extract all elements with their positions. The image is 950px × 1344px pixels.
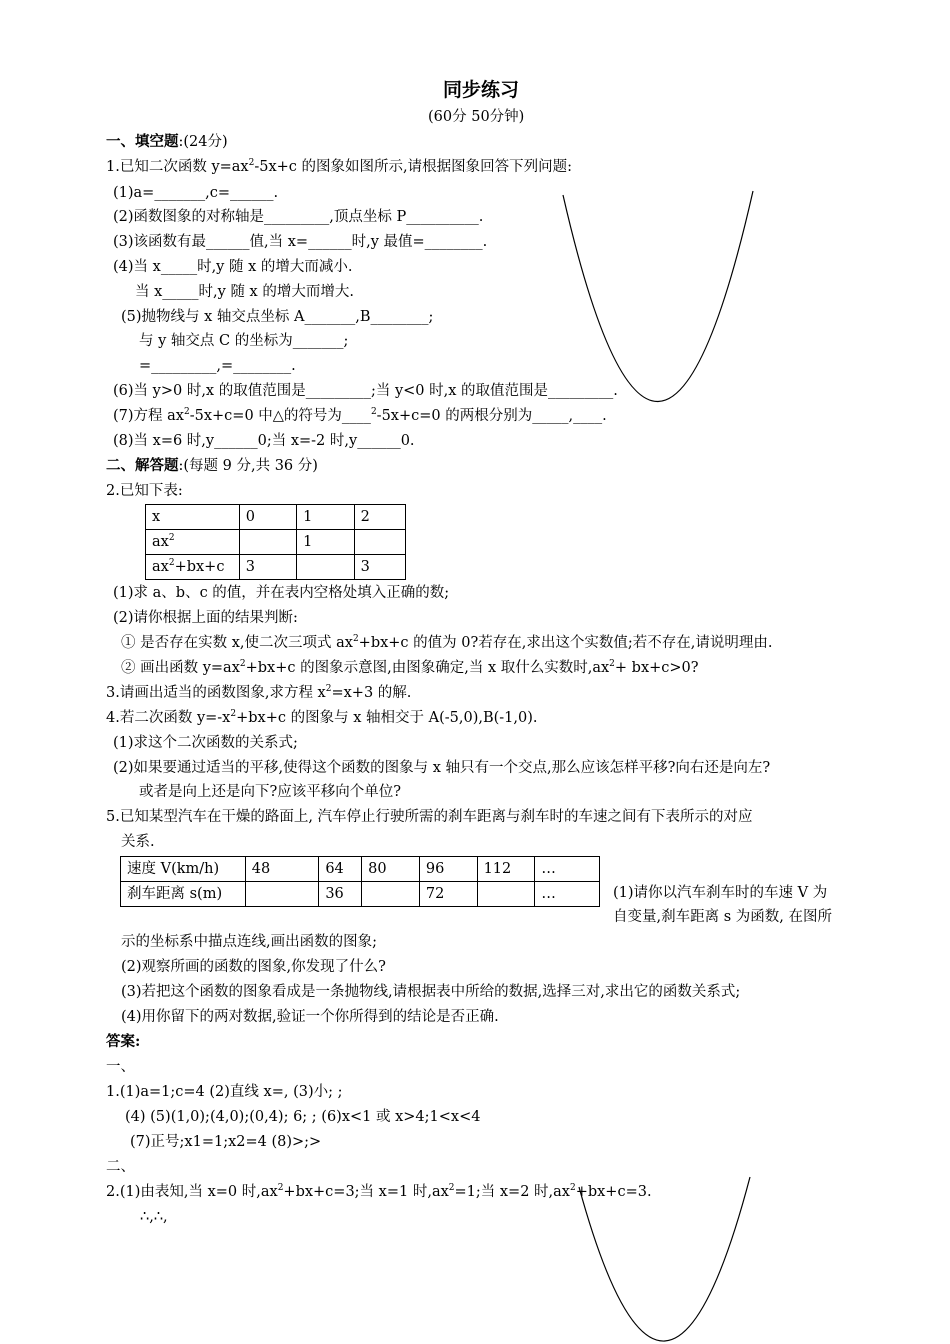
table-cell: 0 xyxy=(239,505,296,530)
q5-part2: (2)观察所画的函数的图象,你发现了什么? xyxy=(121,959,386,975)
table-cell: 3 xyxy=(354,555,405,580)
table-cell xyxy=(354,530,405,555)
answer-line-1: 1.(1)a=1;c=4 (2)直线 x=, (3)小; ; xyxy=(106,1084,343,1100)
q1-line-7-b: -5x+c=0 中△的符号为____ xyxy=(189,408,371,424)
table-cell xyxy=(362,882,420,907)
q5-intro2: 关系. xyxy=(121,834,155,850)
answers-part2-label: 二、 xyxy=(106,1159,135,1175)
q1-line-2: (2)函数图象的对称轴是_________,顶点坐标 P__________. xyxy=(113,209,484,225)
q5-intro: 5.已知某型汽车在干燥的路面上, 汽车停止行驶所需的刹车距离与刹车时的车速之间有下表所示的对应 xyxy=(106,809,753,825)
q1-line-5c: =_________,=________. xyxy=(139,358,296,374)
table-row xyxy=(146,555,406,580)
q1-line-6: (6)当 y>0 时,x 的取值范围是_________;当 y<0 时,x 的取值范围是_________. xyxy=(113,383,618,399)
section2-heading xyxy=(106,456,318,476)
answer-line-4-sup3: 2 xyxy=(569,1183,576,1194)
q4-intro xyxy=(106,708,538,728)
section1-heading-note: :(24分) xyxy=(178,134,228,150)
q4-a: 4.若二次函数 y=-x xyxy=(106,710,231,726)
table-cell: 48 xyxy=(245,857,319,882)
table-cell-sup: 2 xyxy=(168,533,175,544)
q1-line-4: (4)当 x_____时,y 随 x 的增大而减小. xyxy=(113,259,353,275)
q2-table xyxy=(145,504,406,580)
answer-line-4-a: 2.(1)由表知,当 x=0 时,ax xyxy=(106,1184,278,1200)
answer-line-5: ∴,∴, xyxy=(140,1209,168,1225)
section2-heading-note: :(每题 9 分,共 36 分) xyxy=(178,458,318,474)
q2-part2b xyxy=(121,658,699,678)
q1-line-1: (1)a=_______,c=______. xyxy=(113,185,279,201)
answer-line-3: (7)正号;x1=1;x2=4 (8)>;> xyxy=(130,1134,322,1150)
q2-part2b-b: +bx+c 的图象示意图,由图象确定,当 x 取什么实数时,ax xyxy=(245,660,610,676)
parabola-figure-1 xyxy=(563,191,753,402)
q2-part2b-sup1: 2 xyxy=(239,659,246,670)
q4-part1: (1)求这个二次函数的关系式; xyxy=(113,735,298,751)
answer-line-4 xyxy=(106,1182,652,1202)
q2-intro: 2.已知下表: xyxy=(106,483,183,499)
q5-part3: (3)若把这个函数的图象看成是一条抛物线,请根据表中所给的数据,选择三对,求出它的函数关系式; xyxy=(121,984,741,1000)
q2-part2: (2)请你根据上面的结果判断: xyxy=(113,610,298,626)
q1-line-8: (8)当 x=6 时,y______0;当 x=-2 时,y______0. xyxy=(113,433,415,449)
answer-line-2: (4) (5)(1,0);(4,0);(0,4); 6; ; (6)x<1 或 x>4;1<x<4 xyxy=(125,1109,481,1125)
table-cell-label: ax xyxy=(152,534,169,550)
q1-line-7-sup2: 2 xyxy=(370,407,377,418)
table-cell: 36 xyxy=(319,882,362,907)
q3-a: 3.请画出适当的函数图象,求方程 x xyxy=(106,685,326,701)
q1-intro-b: -5x+c 的图象如图所示,请根据图象回答下列问题: xyxy=(254,159,573,175)
answers-heading: 答案: xyxy=(106,1033,141,1050)
q2-part2a-sup: 2 xyxy=(352,634,359,645)
page-subtitle: (60分 50分钟) xyxy=(428,109,525,125)
q3-b: =x+3 的解. xyxy=(331,685,412,701)
answers-part1-label: 一、 xyxy=(106,1059,135,1075)
q1-line-5b: 与 y 轴交点 C 的坐标为_______; xyxy=(139,333,349,349)
q2-part2a-a: ① 是否存在实数 x,使二次三项式 ax xyxy=(121,635,353,651)
q4-part2: (2)如果要通过适当的平移,使得这个函数的图象与 x 轴只有一个交点,那么应该怎样平移?向右还是向左? xyxy=(113,760,771,776)
section1-heading xyxy=(106,132,228,152)
table-row xyxy=(121,882,600,907)
table-cell-label-b: +bx+c xyxy=(174,559,225,575)
table-cell xyxy=(146,530,240,555)
q1-line-7 xyxy=(113,406,607,426)
q4-b: +bx+c 的图象与 x 轴相交于 A(-5,0),B(-1,0). xyxy=(236,710,538,726)
q1-intro-a: 1.已知二次函数 y=ax xyxy=(106,159,249,175)
table-cell: x xyxy=(146,505,240,530)
table-cell: 72 xyxy=(419,882,477,907)
q5-table xyxy=(120,856,600,907)
table-cell: 2 xyxy=(354,505,405,530)
page-title: 同步练习 xyxy=(443,79,520,101)
answer-line-4-sup2: 2 xyxy=(448,1183,455,1194)
q1-line-5: (5)抛物线与 x 轴交点坐标 A_______,B________; xyxy=(121,309,434,325)
q4-sup: 2 xyxy=(230,709,237,720)
answer-line-4-b: +bx+c=3;当 x=1 时,ax xyxy=(283,1184,449,1200)
answer-line-4-sup1: 2 xyxy=(277,1183,284,1194)
table-cell-label: ax xyxy=(152,559,169,575)
table-cell xyxy=(245,882,319,907)
section2-heading-label: 二、解答题 xyxy=(106,457,179,474)
table-cell: 80 xyxy=(362,857,420,882)
answer-line-4-d: +bx+c=3. xyxy=(575,1184,652,1200)
table-cell xyxy=(239,530,296,555)
answer-line-4-c: =1;当 x=2 时,ax xyxy=(454,1184,570,1200)
q1-line-7-sup1: 2 xyxy=(183,407,190,418)
section1-heading-label: 一、填空题 xyxy=(106,133,179,150)
q4-part2b: 或者是向上还是向下?应该平移向个单位? xyxy=(139,784,402,800)
q2-part2a xyxy=(121,633,772,653)
q1-line-7-c: -5x+c=0 的两根分别为_____,____. xyxy=(376,408,607,424)
q2-part1: (1)求 a、b、c 的值，并在表内空格处填入正确的数; xyxy=(113,585,450,601)
q2-part2b-a: ② 画出函数 y=ax xyxy=(121,660,240,676)
q5-part4: (4)用你留下的两对数据,验证一个你所得到的结论是否正确. xyxy=(121,1009,499,1025)
table-cell: 1 xyxy=(297,530,354,555)
table-cell: 刹车距离 s(m) xyxy=(121,882,246,907)
table-cell: 速度 V(km/h) xyxy=(121,857,246,882)
table-cell: 112 xyxy=(477,857,535,882)
table-cell: 3 xyxy=(239,555,296,580)
q1-line-7-a: (7)方程 ax xyxy=(113,408,184,424)
table-row xyxy=(146,530,406,555)
table-cell: 64 xyxy=(319,857,362,882)
table-cell: 96 xyxy=(419,857,477,882)
q3 xyxy=(106,683,411,703)
table-cell: … xyxy=(535,882,600,907)
table-row xyxy=(146,505,406,530)
table-cell xyxy=(146,555,240,580)
q5-side-1: (1)请你以汽车刹车时的车速 V 为 xyxy=(613,885,828,901)
q3-sup: 2 xyxy=(325,684,332,695)
q2-part2a-b: +bx+c 的值为 0?若存在,求出这个实数值;若不存在,请说明理由. xyxy=(358,635,773,651)
table-row xyxy=(121,857,600,882)
q1-line-3: (3)该函数有最______值,当 x=______时,y 最值=________. xyxy=(113,234,488,250)
table-cell-sup: 2 xyxy=(168,558,175,569)
q2-part2b-c: + bx+c>0? xyxy=(614,660,699,676)
table-cell: … xyxy=(535,857,600,882)
q1-line-4b: 当 x_____时,y 随 x 的增大而增大. xyxy=(135,284,354,300)
q1-intro-sup: 2 xyxy=(248,158,255,169)
q2-part2b-sup2: 2 xyxy=(609,659,615,670)
q5-part1-cont: 示的坐标系中描点连线,画出函数的图象; xyxy=(121,934,377,950)
q1-intro xyxy=(106,157,572,177)
table-cell xyxy=(477,882,535,907)
table-cell xyxy=(297,555,354,580)
table-cell: 1 xyxy=(297,505,354,530)
q5-side-2: 自变量,刹车距离 s 为函数, 在图所 xyxy=(613,909,832,925)
